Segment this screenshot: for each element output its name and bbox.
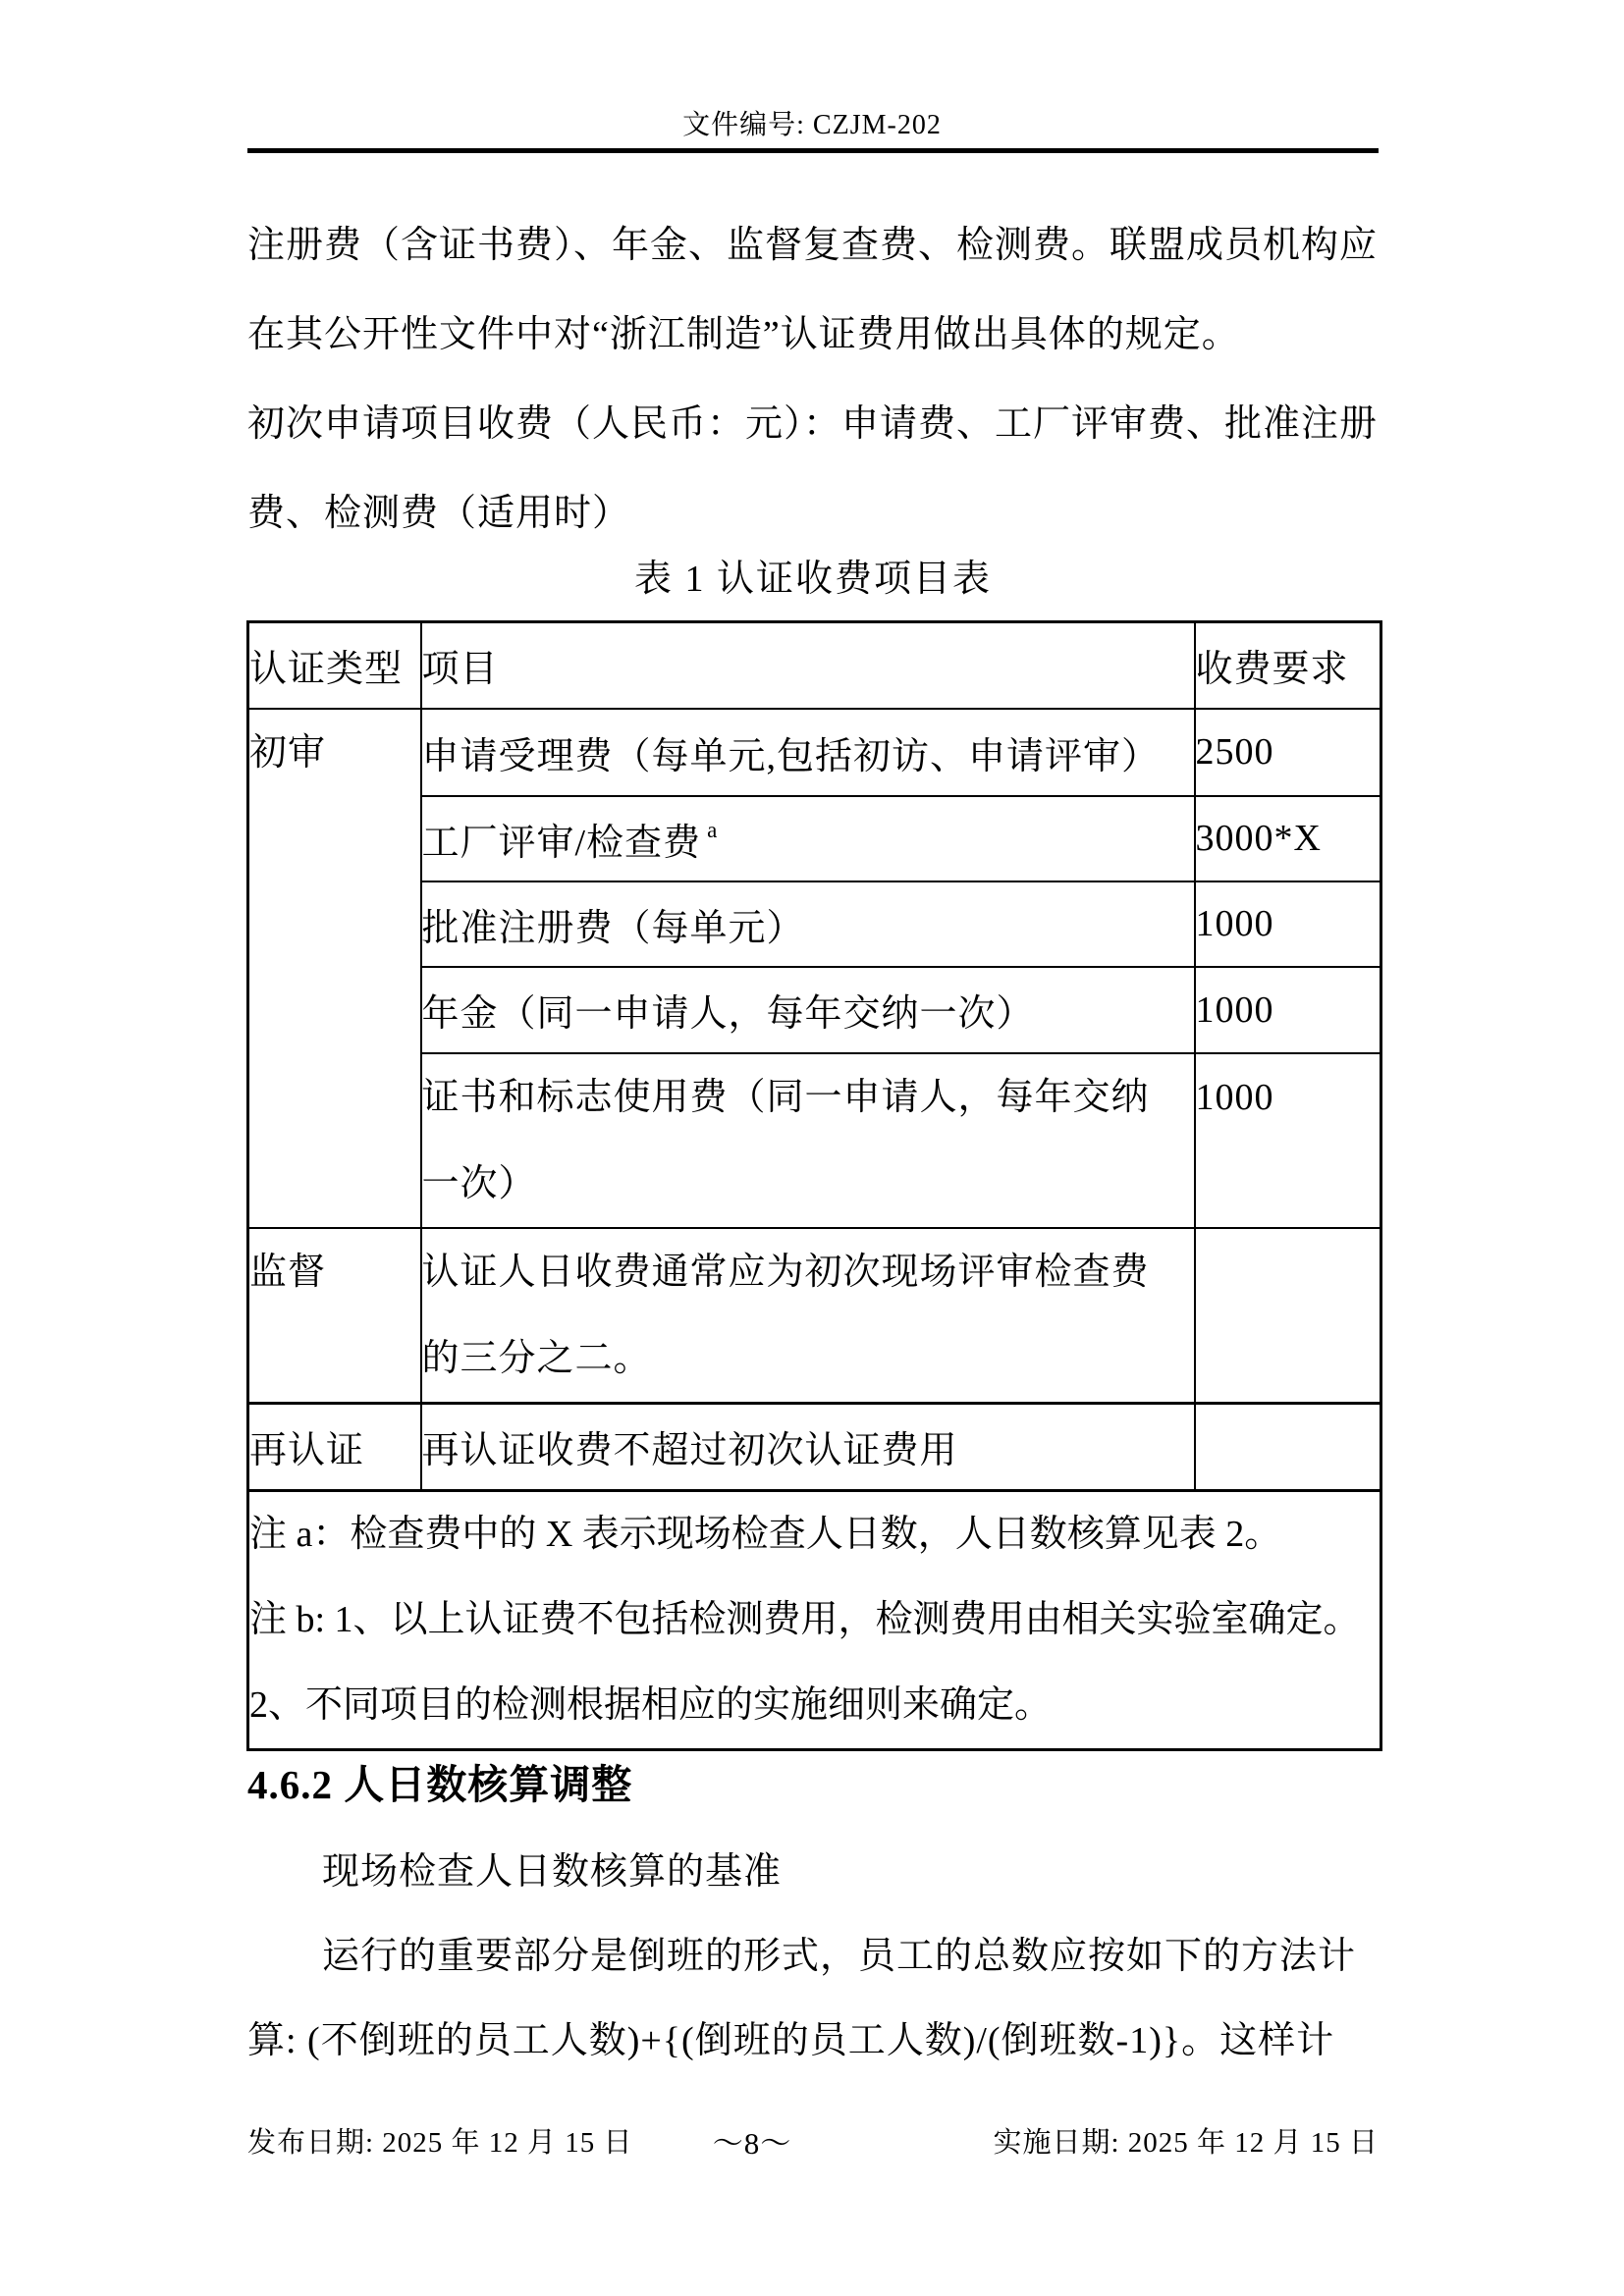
implement-date: 实施日期: 2025 年 12 月 15 日 [993,2126,1379,2159]
cell-item: 年金（同一申请人，每年交纳一次） [421,967,1195,1053]
note-b2: 2、不同项目的检测根据相应的实施细则来确定。 [249,1683,1053,1726]
cert-type-label: 监督 [249,1251,327,1293]
header-fee: 收费要求 [1195,622,1381,709]
body-line: 运行的重要部分是倒班的形式，员工的总数应按如下的方法计 [322,1936,1357,1977]
table-row [248,1403,1381,1490]
cell-fee: 1000 [1195,967,1381,1053]
table-notes-cell [248,1490,1381,1749]
header-cert-type: 认证类型 [248,622,421,709]
cell-item [421,1228,1195,1404]
cell-fee-empty [1195,1403,1381,1490]
item-line: 证书和标志使用费（同一申请人，每年交纳 [421,1076,1150,1118]
table-row [248,1228,1381,1404]
header-item: 项目 [421,622,1195,709]
fee-text: 1000 [1195,1076,1274,1118]
header-divider-rule [247,148,1379,153]
cell-item: 再认证收费不超过初次认证费用 [421,1403,1195,1490]
footnote-marker-a: a [707,817,718,842]
body-line: 算: (不倒班的员工人数)+{(倒班的员工人数)/(倒班数-1)}。这样计 [247,2020,1335,2061]
table-title: 表 1 认证收费项目表 [633,559,992,600]
cell-type-chushen [248,709,421,1228]
table-row [248,709,1381,796]
note-b1: 注 b: 1、以上认证费不包括检测费用，检测费用由相关实验室确定。 [249,1598,1361,1640]
cell-fee: 1000 [1195,881,1381,967]
cell-type-jiandu [248,1228,421,1404]
release-date: 发布日期: 2025 年 12 月 15 日 [247,2126,633,2159]
item-line: 的三分之二。 [421,1337,652,1379]
item-text: 工厂评审/检查费 [421,822,702,864]
fee-table [246,620,1382,1751]
section-heading-4-6-2: 4.6.2 人日数核算调整 [247,1762,633,1807]
intro-line: 费、检测费（适用时） [247,493,631,534]
page-footer [247,2120,1379,2160]
cell-fee: 3000*X [1195,796,1381,881]
cell-fee [1195,1053,1381,1228]
note-a: 注 a：检查费中的 X 表示现场检查人日数，人日数核算见表 2。 [249,1513,1282,1555]
cell-item [421,796,1195,881]
intro-paragraph [247,201,1379,559]
cert-type-label: 初审 [249,731,327,774]
item-line: 认证人日收费通常应为初次现场评审检查费 [421,1251,1150,1293]
body-line: 现场检查人日数核算的基准 [322,1851,783,1893]
cell-item: 申请受理费（每单元,包括初访、申请评审） [421,709,1195,796]
intro-line: 注册费（含证书费）、年金、监督复查费、检测费。联盟成员机构应 [247,225,1379,266]
cell-fee: 2500 [1195,709,1381,796]
cell-type-zairenzheng: 再认证 [248,1403,421,1490]
cell-fee-empty [1195,1228,1381,1404]
doc-number: 文件编号: CZJM-202 [682,110,942,140]
item-line: 一次） [421,1162,537,1204]
cell-item: 批准注册费（每单元） [421,881,1195,967]
intro-line: 在其公开性文件中对“浙江制造”认证费用做出具体的规定。 [247,314,1240,355]
intro-line: 初次申请项目收费（人民币：元）：申请费、工厂评审费、批准注册 [247,403,1379,445]
page-number: ～8～ [712,2125,792,2161]
table-header-row [248,622,1381,709]
table-notes-row [248,1490,1381,1749]
cell-item [421,1053,1195,1228]
section-body [247,1830,1379,2083]
